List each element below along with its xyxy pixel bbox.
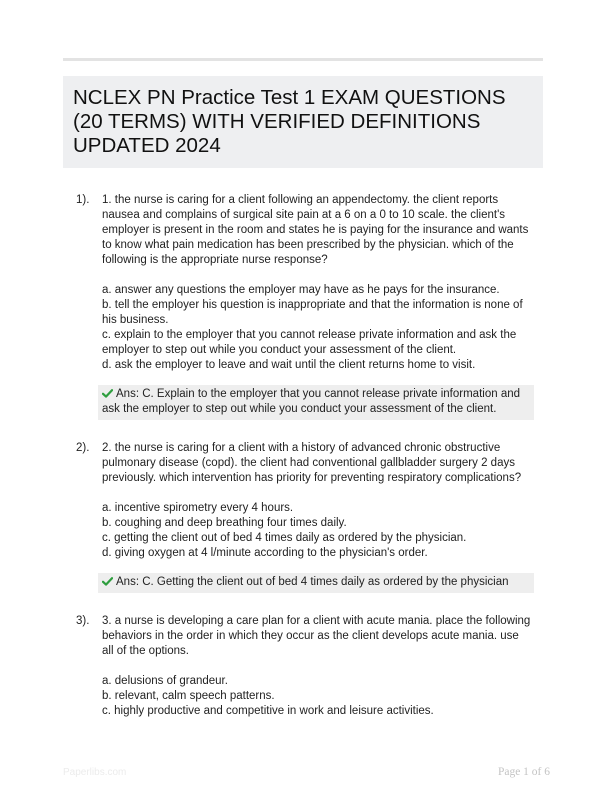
option-d: d. ask the employer to leave and wait until the client returns home to visit. [102, 359, 476, 371]
question-number: 3). [76, 615, 90, 627]
option-a: a. incentive spirometry every 4 hours. [102, 502, 294, 514]
option-a: a. delusions of grandeur. [102, 675, 228, 687]
option-c: c. getting the client out of bed 4 times daily as ordered by the physician. [102, 532, 467, 544]
top-divider [63, 58, 543, 61]
question-body [102, 193, 532, 420]
question-number: 2). [76, 442, 90, 454]
page-number: Page 1 of 6 [497, 766, 550, 778]
option-c: c. explain to the employer that you cannot release private information and ask the employer to step out while you conduct your assessment of the client. [102, 329, 517, 356]
option-c: c. highly productive and competitive in work and leisure activities. [102, 705, 434, 717]
question-number: 1). [76, 194, 90, 206]
option-b: b. relevant, calm speech patterns. [102, 690, 275, 702]
check-icon [102, 389, 113, 398]
option-a: a. answer any questions the employer may have as he pays for the insurance. [102, 284, 500, 296]
question-text: 1. the nurse is caring for a client following an appendectomy. the client reports nausea and complains of surgical site pain at a 6 on a 0 to 10 scale. the client's employer is present in the room and states he is paying for the insurance and wants to know what pain medication has been prescribed by the physician. which of the following is the appropriate nurse response? [102, 194, 529, 266]
option-d: d. giving oxygen at 4 l/minute according to the physician's order. [102, 547, 428, 559]
check-icon [102, 577, 113, 586]
option-b: b. tell the employer his question is inappropriate and that the information is none of his business. [102, 299, 523, 326]
page-title: NCLEX PN Practice Test 1 EXAM QUESTIONS (20 TERMS) WITH VERIFIED DEFINITIONS UPDATED 2024 [73, 86, 506, 157]
question-body [102, 441, 532, 593]
answer-box [98, 573, 534, 593]
option-b: b. coughing and deep breathing four times daily. [102, 517, 347, 529]
question-text: 3. a nurse is developing a care plan for a client with acute mania. place the following behaviors in the order in which they occur as the client develops acute mania. use all of the options. [102, 615, 531, 657]
question-body [102, 614, 532, 719]
footer-watermark: Paperlibs.com [63, 767, 127, 778]
answer-text: Ans: C. Explain to the employer that you cannot release private information and ask the employer to step out while you conduct your assessment of the client. [102, 388, 521, 415]
title-box [63, 76, 543, 168]
answer-text: Ans: C. Getting the client out of bed 4 times daily as ordered by the physician [116, 576, 509, 588]
question-text: 2. the nurse is caring for a client with a history of advanced chronic obstructive pulmonary disease (copd). the client had conventional gallbladder surgery 2 days previously. which intervention has priority for preventing respiratory complications? [102, 442, 522, 484]
answer-box [98, 385, 534, 420]
